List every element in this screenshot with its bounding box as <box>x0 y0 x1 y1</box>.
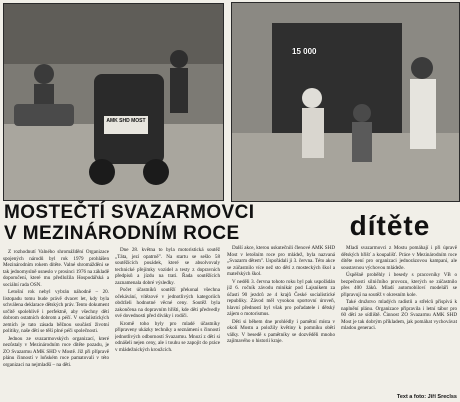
paragraph: Děti si během dne prohlédly i pamětní místa v okolí Mostu a položily květiny k pomníku obětí války. V besedě s pamětníky se dozvěděli mnoho zajímavého o historii kraje. <box>227 318 335 344</box>
headline-accent: dítěte <box>349 210 431 241</box>
paragraph: Další akce, kterou uskutečnili členové AMK SHD Most v letošním roce pro mládež, byla nazvaná „Svazarm dětem". Uspořádali ji 3. června. Této akce se zúčastnilo více než sto dětí z mosteckých škol a mateřských škol. <box>227 245 335 277</box>
paragraph: Počet účastníků soutěží překonal všechna očekávání, vítězové v jednotlivých kategoriích obdrželi hodnotné věcné ceny. Soutěž byla zakončena na dopravním hřišti, kde děti předvedly své dovednosti před diváky i rodiči. <box>115 287 220 319</box>
paragraph: Mladí svazarmovci z Mostu pomáhají i při úpravě dětských hřišť a koupališť. Práce v Mezinárodním roce dítěte není pro organizaci jednorázovou kampaní, ale soustavnou výchovou mládeže. <box>341 245 457 271</box>
plaque-text: 15 000 <box>292 47 317 56</box>
paragraph: Dne 28. května to byla motoristická soutěž „Táta, jezí opatrně". Na startu se sešlo 58 soutěžících posádek, které se absolvovaly technické přejímky vozidel a testy z dopravních předpisů a jízdu na trati. Řada soutěžících zaznamenala dobré výsledky. <box>115 247 220 286</box>
paragraph: Z rozhodnutí Valného shromáždění Organizace spojených národů byl rok 1979 prohlášen Mezinárodním rokem dítěte. Valné shromáždění se tak jednomyslně usneslo v prosinci 1976 na základě doporučení, které mu předložila Hospodářská a sociální rada OSN. <box>3 249 109 288</box>
memorial-photo <box>231 2 460 202</box>
memorial-photo-image <box>232 3 459 201</box>
headline: MOSTEČTÍ SVAZARMOVCI V MEZINÁRODNÍM ROCE <box>4 202 255 244</box>
paragraph: Kromě toho byly pro mladé účastníky připraveny ukázky techniky a seznámení s činností jednotlivých odborností Svazarmu. Mnozí z dětí si odnášeli nejen ceny, ale i touhu se zapojit do práce v mládežnických kroužcích. <box>115 320 220 353</box>
paragraph: Úspěšně proběhly i besedy s pracovníky VB o bezpečnosti silničního provozu, kterých se zúčastnilo přes 400 žáků. Mladí automobiloví modeláři se připravují na soutěž v okresním kole. <box>341 272 457 298</box>
article-column-3 <box>227 245 335 401</box>
paragraph: V neděli 3. června tohoto roku byl pak uspořádán již 6. ročník závodu minikár pod Lajsnikem za účasti 90 jezdců ze 4 krajů České socialistické republiky. Závod měl vysokou sportovní úroveň, hlavní předností byl však pro pořadatele i dětský zájem o motorismus. <box>227 278 335 317</box>
article-column-2 <box>115 247 220 401</box>
paragraph: Letošní rok nebyl vybrán náhodně – 20. listopadu tomu bude právě dvacet let, kdy byla schválena deklarace dětských práv. Tento dokument určitě spolehlivě i perfektně, aby všechny dětí dobrom ostatních dobrom a péčí. V socialistických zemích je tato zásada běžnou součástí životní politiky, naše děti se těší plné péči společnosti. <box>3 289 109 334</box>
article-column-1 <box>3 249 109 401</box>
paragraph: Jednou ze svazarmovských organizací, které nezůstaly v Mezinárodním roce dítěte pozadu, je ZO Svazarmu AMK SHD v Mostě. Již při přípravě plánu činností v loňském roce pamatovali v této organizaci na nejmladší – na děti. <box>3 335 109 368</box>
byline: Text a foto: Jiří Sreclss <box>396 394 457 400</box>
race-photo-image <box>4 4 223 200</box>
paragraph: Také družstvo mladých radistů a střelců přispívá k naplnění plánu. Organizace připravila i letní tábor pro 60 dětí ze sídliště. Činnost ZO Svazarmu AMK SHD Most je tak dobrým příkladem, jak pomáhat vychovávat mladou generaci. <box>341 299 457 331</box>
race-photo <box>3 3 224 201</box>
article-column-4 <box>341 245 457 390</box>
car-label: AMK SHD MOST <box>106 118 146 124</box>
